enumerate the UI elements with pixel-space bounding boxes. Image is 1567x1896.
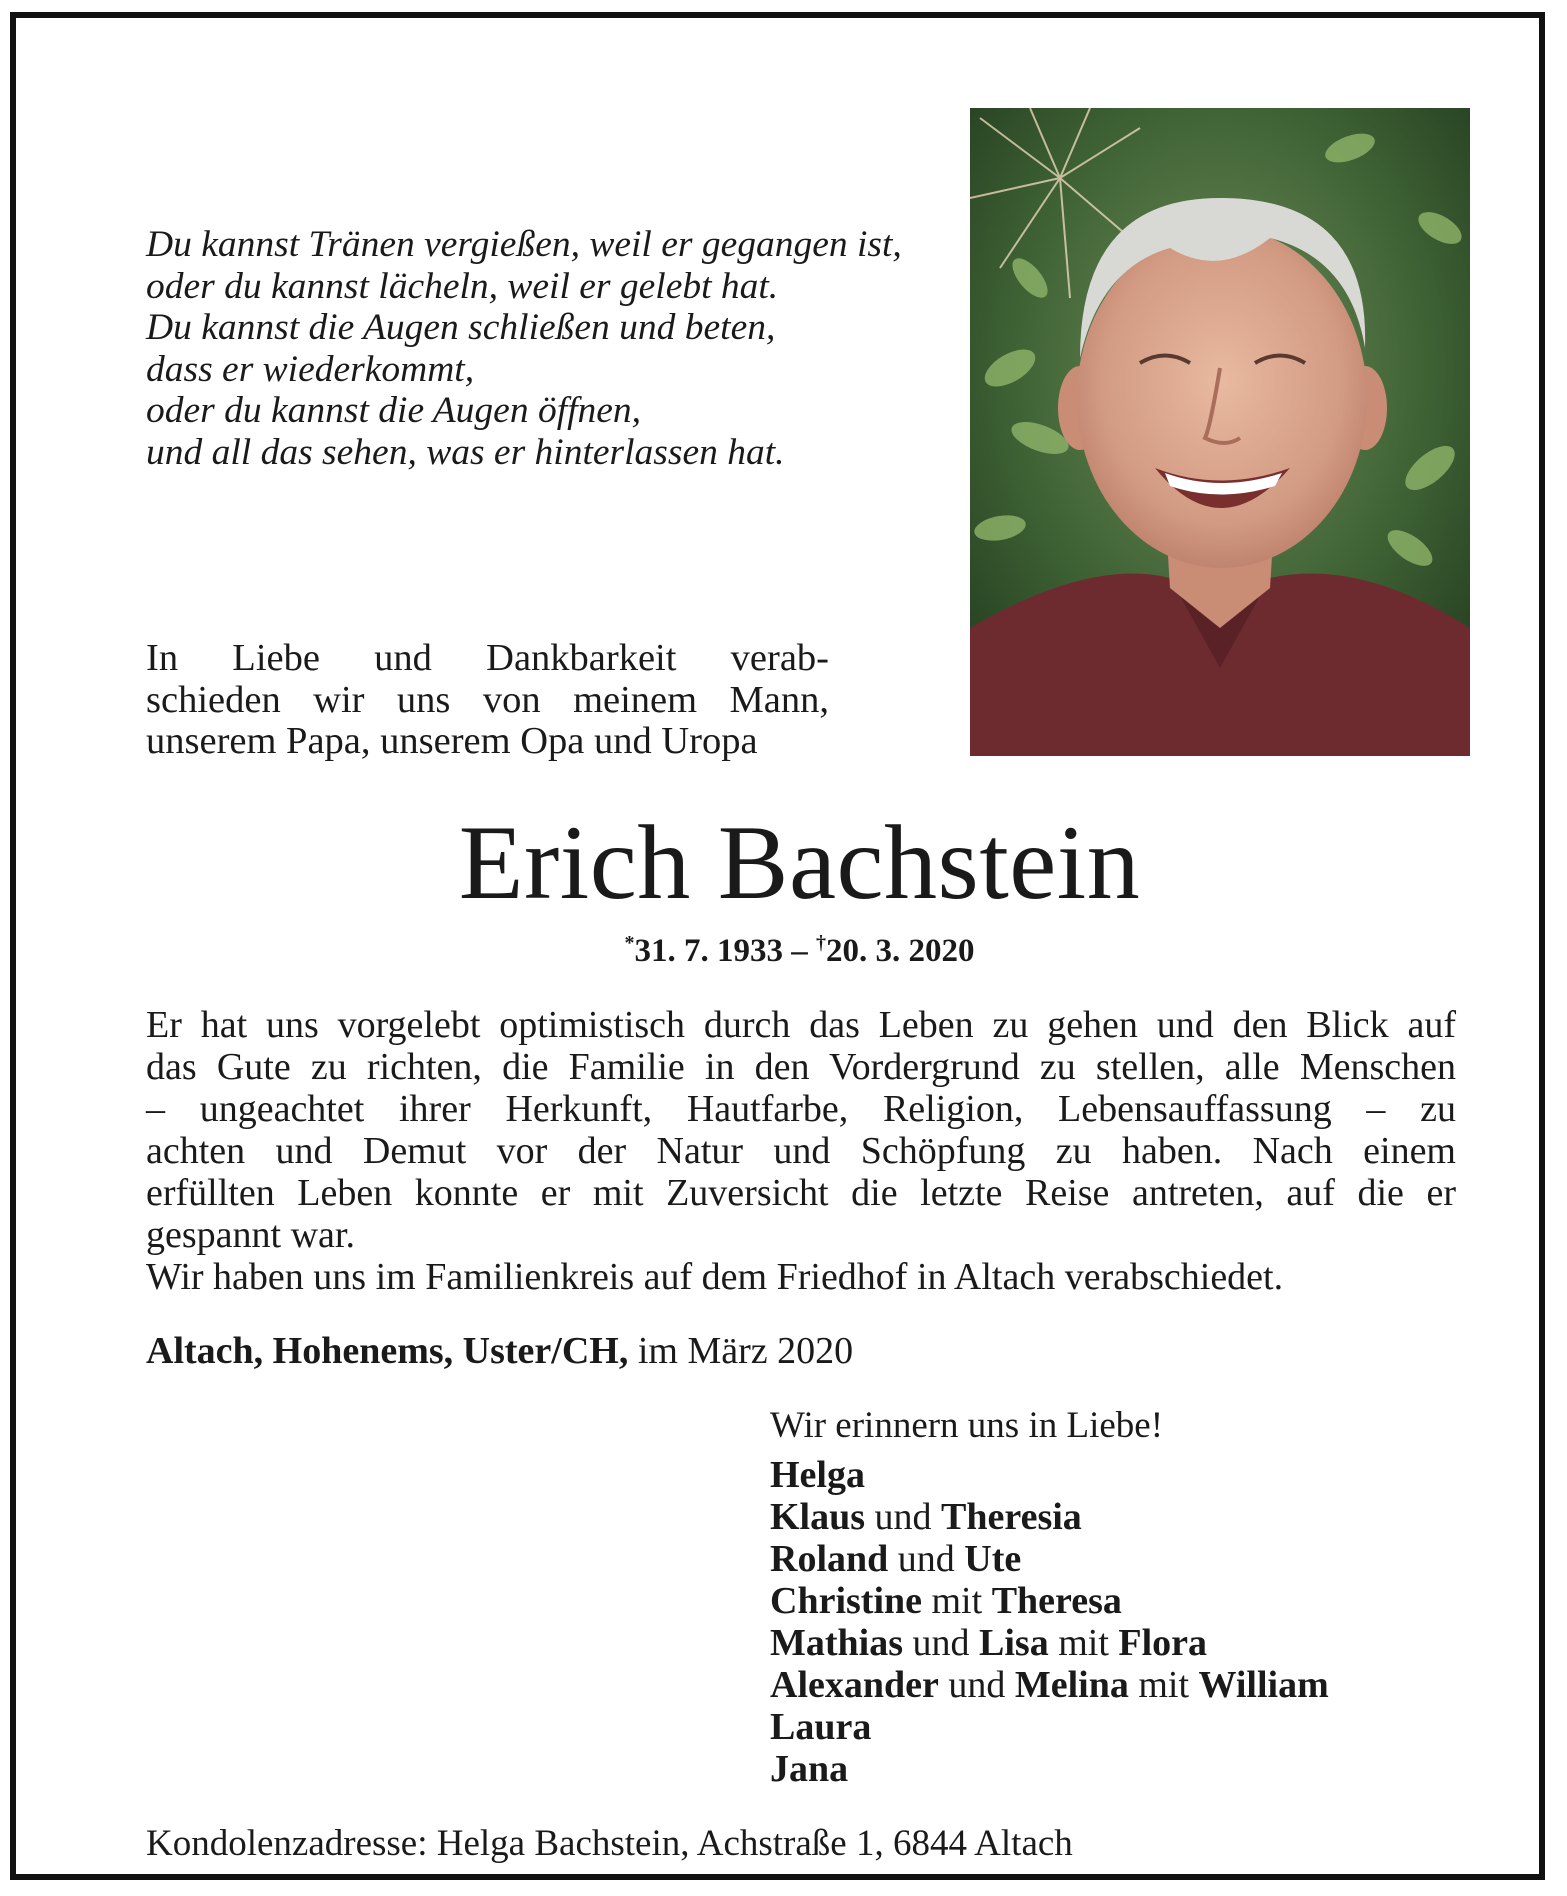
family-member-name: Helga xyxy=(770,1454,865,1496)
notice-date: im März 2020 xyxy=(628,1330,854,1372)
family-member-line xyxy=(770,1454,1329,1496)
death-symbol: † xyxy=(816,932,826,954)
family-connector: und xyxy=(888,1538,965,1580)
family-member-line xyxy=(770,1664,1329,1706)
poem-line: oder du kannst die Augen öffnen, xyxy=(146,390,642,431)
family-member-name: Alexander xyxy=(770,1664,939,1706)
family-member-name: Melina xyxy=(1014,1664,1129,1706)
family-list xyxy=(770,1454,1329,1790)
tribute-line: Er hat uns vorgelebt optimistisch durch das Leben zu gehen und den Blick auf xyxy=(146,1004,1456,1046)
birth-date: 31. 7. 1933 xyxy=(634,933,783,969)
family-member-name: Jana xyxy=(770,1748,849,1790)
tribute-line: achten und Demut vor der Natur und Schöpfung zu haben. Nach einem xyxy=(146,1130,1456,1172)
poem xyxy=(146,224,946,473)
tribute-line: Wir haben uns im Familienkreis auf dem Friedhof in Altach verabschiedet. xyxy=(146,1256,1284,1298)
death-date: 20. 3. 2020 xyxy=(826,933,975,969)
intro-line: In Liebe und Dankbarkeit verab- xyxy=(146,637,829,679)
family-member-line xyxy=(770,1538,1329,1580)
poem-line: dass er wiederkommt, xyxy=(146,348,475,390)
poem-line: Du kannst Tränen vergießen, weil er gegangen ist, xyxy=(146,224,902,265)
family-member-line xyxy=(770,1748,1329,1790)
family-member-name: Mathias xyxy=(770,1622,903,1664)
family-member-name: Theresia xyxy=(941,1496,1082,1538)
family-member-line xyxy=(770,1622,1329,1664)
tribute-line: – ungeachtet ihrer Herkunft, Hautfarbe, Religion, Lebensauffassung – zu xyxy=(146,1088,1456,1130)
family-connector: mit xyxy=(922,1580,992,1622)
family-connector: mit xyxy=(1048,1622,1119,1664)
intro-line: schieden wir uns von meinem Mann, xyxy=(146,678,829,721)
family-member-name: Christine xyxy=(770,1580,922,1622)
family-member-line xyxy=(770,1706,1329,1748)
intro-line: unserem Papa, unserem Opa und Uropa xyxy=(146,720,758,762)
family-member-name: William xyxy=(1198,1664,1329,1706)
tribute-text xyxy=(146,1004,1456,1298)
tribute-line: das Gute zu richten, die Familie in den Vordergrund zu stellen, alle Menschen xyxy=(146,1046,1456,1088)
family-connector: mit xyxy=(1128,1664,1199,1706)
poem-line: Du kannst die Augen schließen und beten, xyxy=(146,307,776,348)
family-member-name: Laura xyxy=(770,1706,872,1748)
remember-line: Wir erinnern uns in Liebe! xyxy=(770,1405,1164,1446)
intro-text xyxy=(146,638,829,763)
place-and-date xyxy=(146,1329,853,1373)
poem-line: oder du kannst lächeln, weil er gelebt hat. xyxy=(146,265,779,307)
family-member-name: Lisa xyxy=(979,1622,1049,1664)
birth-symbol: * xyxy=(624,932,635,954)
notice-frame xyxy=(10,12,1545,1880)
tribute-line: gespannt war. xyxy=(146,1214,355,1256)
family-connector: und xyxy=(903,1622,979,1664)
family-member-line xyxy=(770,1496,1329,1538)
family-member-name: Klaus xyxy=(770,1496,866,1538)
tribute-line: erfüllten Leben konnte er mit Zuversicht die letzte Reise antreten, auf die er xyxy=(146,1172,1456,1214)
family-member-name: Flora xyxy=(1118,1622,1208,1664)
family-member-name: Ute xyxy=(964,1538,1022,1580)
family-member-name: Theresa xyxy=(991,1580,1122,1622)
life-dates xyxy=(16,932,1567,970)
family-connector: und xyxy=(865,1496,942,1538)
condolence-address: Kondolenzadresse: Helga Bachstein, Achstraße 1, 6844 Altach xyxy=(146,1823,1073,1864)
poem-line: und all das sehen, was er hinterlassen hat. xyxy=(146,431,785,473)
family-member-name: Roland xyxy=(770,1538,889,1580)
date-separator: – xyxy=(783,933,816,969)
portrait-illustration xyxy=(970,108,1470,756)
family-member-line xyxy=(770,1580,1329,1622)
portrait-photo xyxy=(970,108,1470,756)
locations: Altach, Hohenems, Uster/CH, xyxy=(146,1330,629,1372)
deceased-name: Erich Bachstein xyxy=(458,804,1141,921)
family-connector: und xyxy=(938,1664,1015,1706)
